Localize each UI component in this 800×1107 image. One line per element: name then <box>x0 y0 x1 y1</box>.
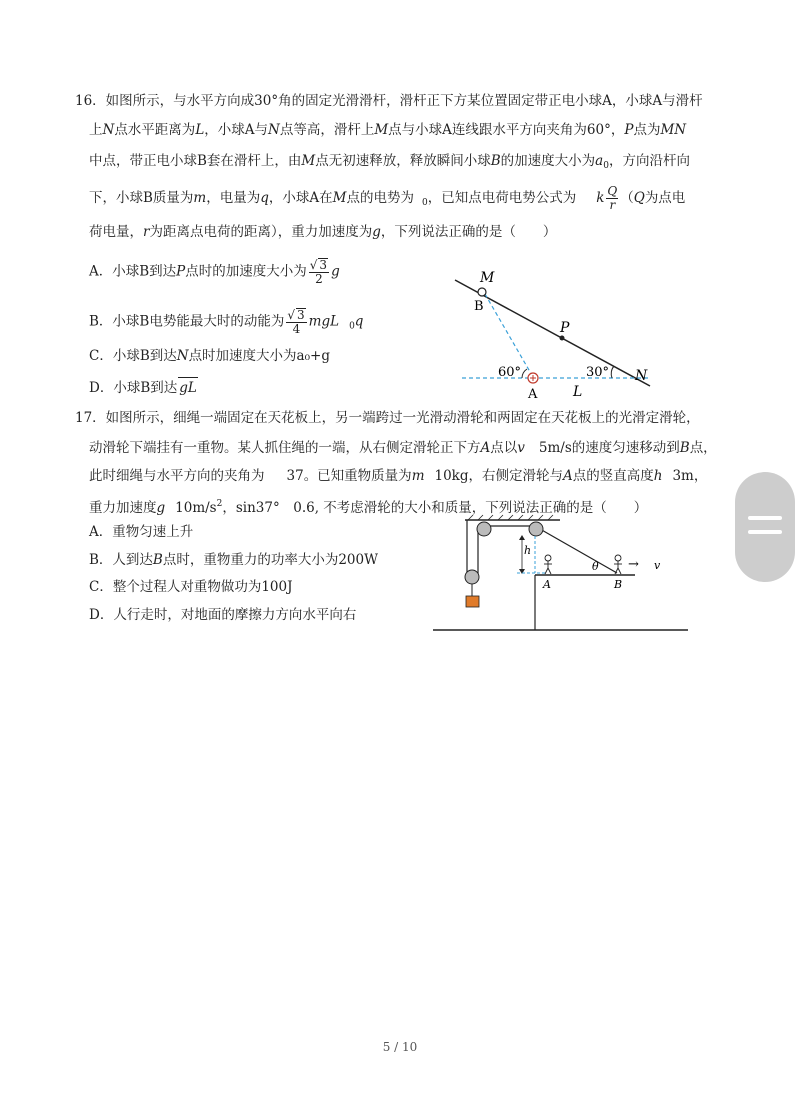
q16-figure <box>440 270 670 405</box>
ball-b <box>478 288 486 296</box>
q16-line3: 中点，带正电小球B套在滑杆上，由M点无初速释放，释放瞬间小球B的加速度大小为$a_0$，方向沿杆向 <box>89 153 690 171</box>
page-number: 5 / 10 <box>382 1040 418 1054</box>
arrow-right-icon: → <box>628 557 639 572</box>
label-a: A <box>528 387 538 402</box>
label-p: P <box>560 320 570 336</box>
label-n: N <box>635 368 648 384</box>
person-a <box>544 555 552 574</box>
label-l: L <box>573 384 583 400</box>
q17-option-b: B．人到达B点时，重物重力的功率大小为200W <box>89 552 378 568</box>
q16-line5: 荷电量，r为距离点电荷的距离），重力加速度为g，下列说法正确的是（ ） <box>89 224 557 240</box>
q17-line3: 此时细绳与水平方向的夹角为 37。已知重物质量为m 10kg，右侧定滑轮与A点的竖直高度h 3m， <box>89 468 708 484</box>
q16-option-b: B．小球B电势能最大时的动能为 $\frac{√ 3}{4}$ mgL $_0$q <box>89 308 364 336</box>
fixed-pulley-right <box>529 522 543 536</box>
q16-line4: 下，小球B质量为m，电量为q，小球A在M点的电势为 $_0$，已知点电荷电势公式为 k $\frac{Q}{r}$ （Q为点电 <box>89 184 686 212</box>
label-m: M <box>480 270 495 286</box>
q16-line2: 上N点水平距离为L，小球A与N点等高，滑杆上M点与小球A连线跟水平方向夹角为60°，P点为MN <box>89 122 687 138</box>
label-h: h <box>524 544 532 557</box>
label-60: 60° <box>498 365 522 380</box>
rope-slant <box>540 529 617 573</box>
label-b: B <box>474 299 484 314</box>
q17-line1: 17．如图所示，细绳一端固定在天花板上，另一端跨过一光滑动滑轮和两固定在天花板上的光滑定滑轮， <box>75 410 700 426</box>
q16-option-a: A．小球B到达P点时的加速度大小为 $\frac{√ 3}{2}$ g <box>89 258 340 286</box>
label-v: v <box>654 559 661 572</box>
fixed-pulley-left <box>477 522 491 536</box>
point-p <box>560 336 565 341</box>
label-30: 30° <box>586 365 610 380</box>
moving-pulley <box>465 570 479 584</box>
q17-option-c: C．整个过程人对重物做功为100J <box>89 579 293 595</box>
q17-line4: 重力加速度g $10m/s^2$，sin37° 0.6, 不考虑滑轮的大小和质量，下列说法正确的是（ ） <box>89 499 648 516</box>
label-b: B <box>614 578 623 591</box>
q17-option-d: D．人行走时，对地面的摩擦力方向水平向右 <box>89 607 357 623</box>
person-b <box>614 555 622 574</box>
q16-option-c: C．小球B到达N点时加速度大小为a₀+g <box>89 348 330 364</box>
q16-line1: 16．如图所示，与水平方向成30°角的固定光滑滑杆，滑杆正下方某位置固定带正电小球A，小球A与滑杆 <box>75 93 703 109</box>
q17-figure <box>430 512 695 637</box>
q17-line2: 动滑轮下端挂有一重物。某人抓住绳的一端，从右侧定滑轮正下方A点以v 5m/s的速度匀速移动到B点， <box>89 440 717 456</box>
q16-option-d: D．小球B到达 gL <box>89 377 198 398</box>
label-theta: θ <box>592 560 599 573</box>
weight <box>466 596 479 607</box>
side-menu-handle[interactable] <box>735 472 795 582</box>
label-a: A <box>543 578 551 591</box>
q17-option-a: A．重物匀速上升 <box>89 524 194 540</box>
